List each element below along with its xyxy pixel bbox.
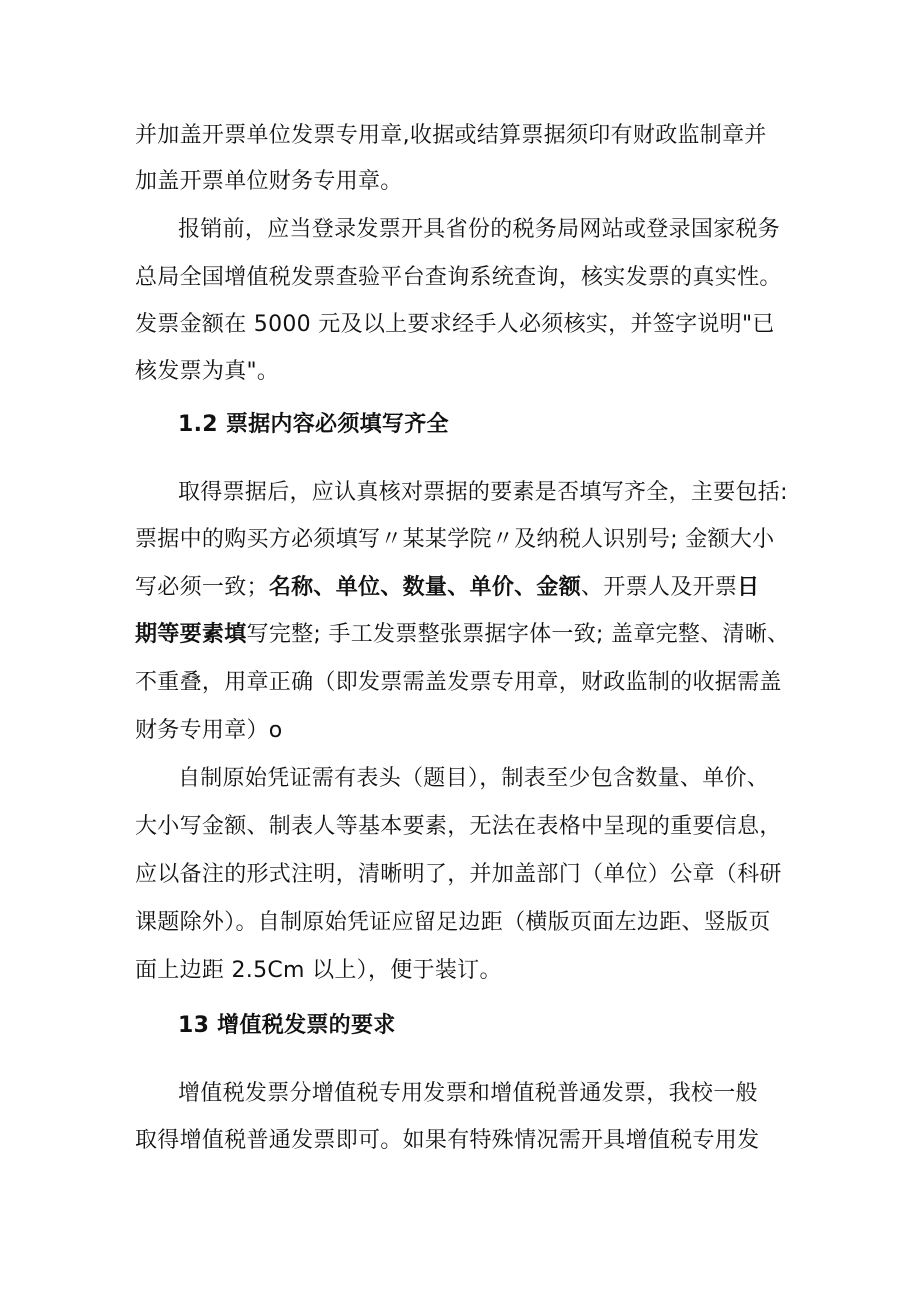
paragraph-line: 总局全国增值税发票查验平台查询系统查询，核实发票的真实性。 [135,265,782,290]
paragraph-line: 大小写金额、制表人等基本要素，无法在表格中呈现的重要信息， [135,814,782,839]
text-run: 写完整; 手工发票整张票据字体一致; 盖章完整、清晰、 [246,622,790,647]
paragraph-line: 自制原始凭证需有表头（题目），制表至少包含数量、单价、 [178,766,770,791]
paragraph-line: 取得票据后，应认真核对票据的要素是否填写齐全，主要包括: [178,480,788,505]
paragraph-line: 不重叠，用章正确（即发票需盖发票专用章，财政监制的收据需盖 [135,670,782,695]
paragraph-line: 增值税发票分增值税专用发票和增值税普通发票，我校一般 [178,1081,758,1106]
paragraph-line: 报销前，应当登录发票开具省份的税务局网站或登录国家税务 [178,217,781,242]
paragraph-line: 票据中的购买方必须填写〃某某学院〃及纳税人识别号; 金额大小 [135,527,775,552]
section-heading: 13 增值税发票的要求 [178,1013,396,1038]
section-heading: 1.2 票据内容必须填写齐全 [178,412,449,437]
paragraph-line [135,620,789,650]
paragraph-line: 发票金额在 5000 元及以上要求经手人必须核实，并签字说明"已 [135,312,775,337]
text-run: 、开票人及开票 [581,575,738,600]
paragraph-line: 应以备注的形式注明，清晰明了，并加盖部门（单位）公章（科研 [135,862,782,887]
bold-text-run: 期等要素填 [135,622,247,647]
paragraph-line: 并加盖开票单位发票专用章,收据或结算票据须印有财政监制章并 [135,123,767,148]
bold-text-run: 日 [737,575,760,600]
paragraph-line: 面上边距 2.5Cm 以上），便于装订。 [135,958,502,983]
paragraph-line: 课题除外）。自制原始凭证应留足边距（横版页面左边距、竖版页 [135,910,771,935]
text-run: 写必须一致； [135,575,269,600]
paragraph-line: 加盖开票单位财务专用章。 [135,169,403,194]
bold-text-run: 名称、单位、数量、单价、金额 [268,575,582,600]
paragraph-line: 取得增值税普通发票即可。如果有特殊情况需开具增值税专用发 [135,1128,760,1153]
paragraph-line [135,573,759,603]
paragraph-line: 核发票为真"。 [135,359,280,384]
paragraph-line: 财务专用章）o [135,718,283,743]
